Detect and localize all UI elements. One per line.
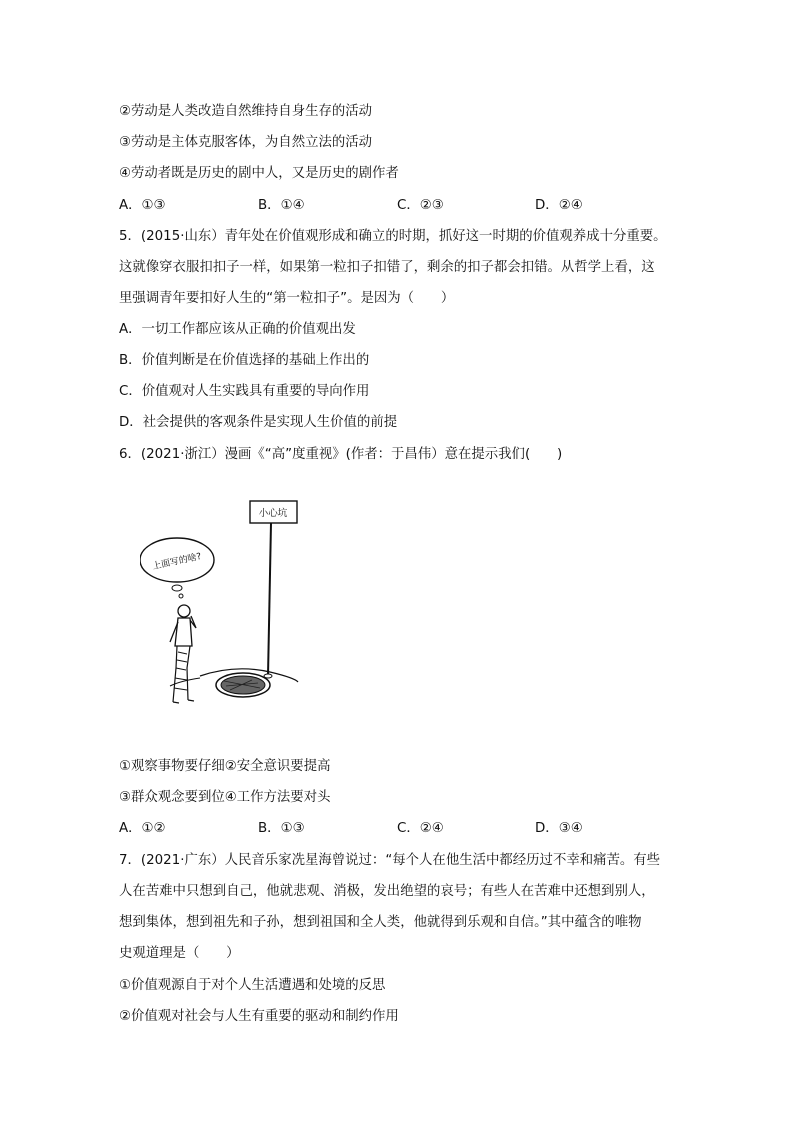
q6-option-b[interactable]: B．①③ [258, 821, 305, 836]
q4-option-a[interactable]: A．①③ [119, 198, 166, 213]
q7-stem-line-2: 人在苦难中只想到自己，他就悲观、消极，发出绝望的哀号；有些人在苦难中还想到别人， [119, 884, 655, 899]
q5-stem-line-1: 5．(2015·山东）青年处在价值观形成和确立的时期，抓好这一时期的价值观养成十分重要。 [119, 229, 667, 244]
q5-stem-line-3: 里强调青年要扣好人生的“第一粒扣子”。是因为（ ） [119, 291, 455, 306]
q7-stem-line-1: 7．(2021·广东）人民音乐家冼星海曾说过：“每个人在他生活中都经历过不幸和痛苦。有些 [119, 853, 661, 868]
q4-item-3: ③劳动是主体克服客体，为自然立法的活动 [119, 135, 373, 150]
q4-options [119, 196, 679, 216]
q6-option-d[interactable]: D．③④ [535, 821, 583, 836]
q7-stem-line-4: 史观道理是（ ） [119, 946, 240, 961]
q6-items-line-1: ①观察事物要仔细②安全意识要提高 [119, 759, 331, 774]
q7-item-1: ①价值观源自于对个人生活遭遇和处境的反思 [119, 978, 386, 993]
q4-option-c[interactable]: C．②③ [397, 198, 444, 213]
q5-option-a[interactable]: A．一切工作都应该从正确的价值观出发 [119, 322, 356, 337]
cartoon-illustration [140, 496, 310, 716]
thought-bubble [140, 538, 214, 598]
q5-option-c[interactable]: C．价值观对人生实践具有重要的导向作用 [119, 384, 370, 399]
person-figure [170, 605, 196, 703]
q6-option-c[interactable]: C．②④ [397, 821, 444, 836]
q6-stem: 6．(2021·浙江）漫画《“高”度重视》(作者：于昌伟）意在提示我们( ) [119, 447, 563, 462]
q6-option-a[interactable]: A．①② [119, 821, 166, 836]
q7-stem-line-3: 想到集体，想到祖先和子孙，想到祖国和全人类，他就得到乐观和自信。”其中蕴含的唯物 [119, 915, 642, 930]
q5-option-d[interactable]: D．社会提供的客观条件是实现人生价值的前提 [119, 415, 398, 430]
q4-option-d[interactable]: D．②④ [535, 198, 583, 213]
q6-items-line-2: ③群众观念要到位④工作方法要对头 [119, 790, 331, 805]
q6-options [119, 819, 679, 839]
q5-option-b[interactable]: B．价值判断是在价值选择的基础上作出的 [119, 353, 370, 368]
q4-item-4: ④劳动者既是历史的剧中人，又是历史的剧作者 [119, 166, 399, 181]
sign-text: 小心坑 [258, 508, 288, 519]
q7-item-2: ②价值观对社会与人生有重要的驱动和制约作用 [119, 1009, 399, 1024]
q4-option-b[interactable]: B．①④ [258, 198, 305, 213]
q4-item-2: ②劳动是人类改造自然维持自身生存的活动 [119, 104, 373, 119]
manhole-icon [216, 673, 270, 697]
q5-stem-line-2: 这就像穿衣服扣扣子一样，如果第一粒扣子扣错了，剩余的扣子都会扣错。从哲学上看，这 [119, 260, 655, 275]
bubble-text: 上面写的啥? [151, 551, 203, 573]
warning-sign [250, 501, 297, 678]
